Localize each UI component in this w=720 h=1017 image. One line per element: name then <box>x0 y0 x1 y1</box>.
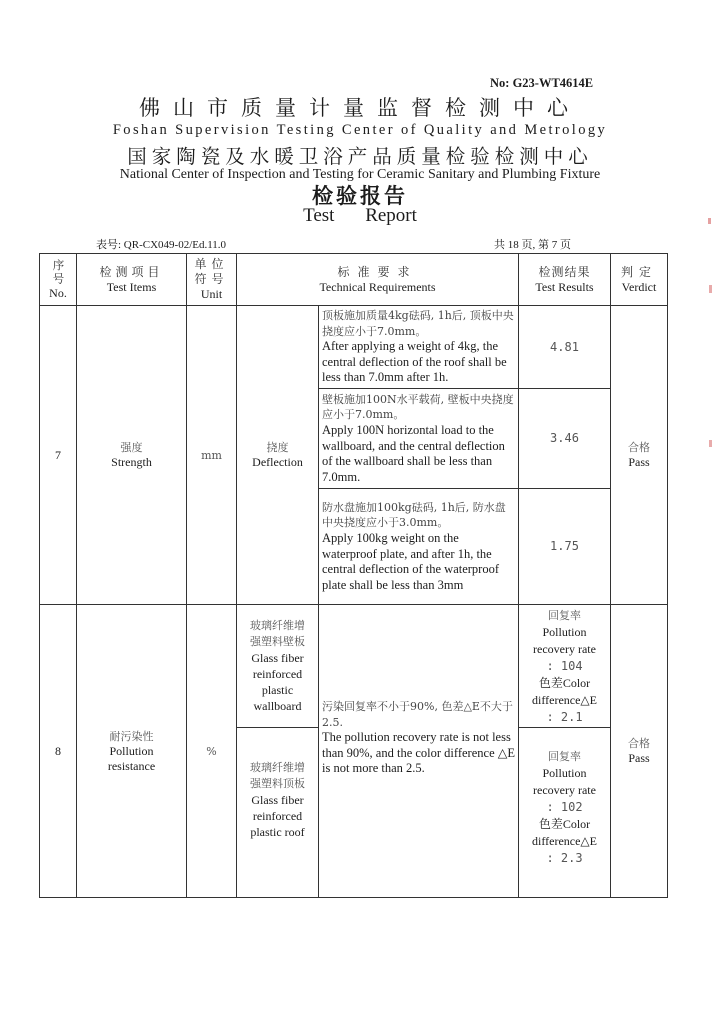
row7-item-en: Strength <box>111 455 152 469</box>
header-verdict-en: Verdict <box>621 279 657 294</box>
page-info: 共 18 页, 第 7 页 <box>494 239 571 251</box>
row8-item <box>77 605 186 897</box>
row7-unit-value: mm <box>201 448 222 462</box>
row8-subitem-roof-cn: 玻璃纤维增强塑料顶板 <box>250 761 305 790</box>
header-test-items-cn: 检测项目 <box>99 264 164 279</box>
header-no-cn: 序号 <box>51 258 66 286</box>
row8-result-2-color-diff: 色差Color difference△E <box>532 817 597 848</box>
row7-requirement-2 <box>322 389 515 488</box>
row8-verdict-cn: 合格 <box>628 737 650 750</box>
header-requirements-cn: 标准要求 <box>337 264 418 279</box>
header-no-en: No. <box>49 285 67 300</box>
row8-result-1-value: : 104 <box>546 658 583 673</box>
header-verdict-cn: 判定 <box>620 264 657 279</box>
header-no <box>40 254 76 305</box>
header-results-cn: 检测结果 <box>538 264 591 279</box>
row7-verdict <box>611 306 667 604</box>
header-test-items-en: Test Items <box>106 279 157 294</box>
org-name-cn: 佛山市质量计量监督检测中心 <box>139 96 581 120</box>
row8-result-1-en: Pollution recovery rate <box>533 624 596 656</box>
row7-result-2-value: 3.46 <box>550 431 579 445</box>
row8-unit-value: % <box>206 744 217 758</box>
row7-requirement-3 <box>322 489 515 604</box>
row7-requirement-2-cn: 壁板施加100N水平载荷, 壁板中央挠度应小于7.0mm。 <box>322 392 514 422</box>
row8-item-cn: 耐污染性 <box>109 729 154 743</box>
row7-subitem-en: Deflection <box>252 455 303 469</box>
row7-result-1 <box>519 306 610 388</box>
row7-requirement-3-cn: 防水盘施加100kg砝码, 1h后, 防水盘中央挠度应小于3.0mm。 <box>322 500 506 530</box>
form-number: 表号: QR-CX049-02/Ed.11.0 <box>96 239 227 251</box>
row8-requirement <box>322 605 515 897</box>
header-technical-requirements <box>237 254 518 305</box>
row8-subitem-wallboard <box>237 605 318 727</box>
row7-requirement-1 <box>322 306 515 388</box>
row7-unit <box>187 306 236 604</box>
row7-item <box>77 306 186 604</box>
row7-verdict-cn: 合格 <box>628 441 650 454</box>
row8-result-2-en: Pollution recovery rate <box>533 766 596 797</box>
margin-stamp-mark <box>709 285 712 293</box>
row7-result-3 <box>519 489 610 604</box>
margin-stamp-mark <box>709 440 712 447</box>
row8-verdict <box>611 605 667 897</box>
report-title-cn: 检验报告 <box>312 183 408 208</box>
header-unit <box>187 254 236 305</box>
row8-item-en: Pollution resistance <box>107 743 156 773</box>
report-title-en: Test Report <box>303 205 417 226</box>
header-results-en: Test Results <box>535 279 594 294</box>
row7-requirement-3-en: Apply 100kg weight on the waterproof plate, and after 1h, the central deflection of the waterproof plate shall be less than 3mm <box>322 530 499 592</box>
row8-result-roof <box>519 728 610 917</box>
header-verdict <box>611 254 667 305</box>
row7-subitem-cn: 挠度 <box>266 441 289 454</box>
row8-result-2-color-diff-value: : 2.3 <box>546 851 583 865</box>
row8-verdict-en: Pass <box>628 751 650 765</box>
row7-result-1-value: 4.81 <box>550 339 579 354</box>
national-center-name-en: National Center of Inspection and Testing for Ceramic Sanitary and Plumbing Fixture <box>119 167 601 182</box>
row8-unit <box>187 605 236 897</box>
row7-item-cn: 强度 <box>120 441 143 454</box>
row8-requirement-cn: 污染回复率不小于90%, 色差△E不大于2.5. <box>322 700 513 729</box>
row8-requirement-en: The pollution recovery rate is not less than 90%, and the color difference △E is not more than 2.5. <box>322 730 515 776</box>
row8-subitem-roof <box>237 728 318 929</box>
row8-no: 8 <box>55 743 61 758</box>
row8-result-wallboard <box>519 605 610 727</box>
row7-no: 7 <box>55 447 61 462</box>
row7-requirement-1-en: After applying a weight of 4kg, the central deflection of the roof shall be less than 7.0mm after 1h. <box>322 339 507 385</box>
national-center-name-cn: 国家陶瓷及水暖卫浴产品质量检验检测中心 <box>127 145 593 168</box>
row8-subitem-wallboard-cn: 玻璃纤维增强塑料壁板 <box>250 619 305 648</box>
header-unit-cn: 单位符号 <box>194 257 229 286</box>
margin-stamp-mark <box>708 218 711 224</box>
row7-result-2 <box>519 389 610 488</box>
org-name-en: Foshan Supervision Testing Center of Quality and Metrology <box>112 122 608 138</box>
row8-result-1-cn: 回复率 <box>548 608 581 622</box>
report-number: No: G23-WT4614E <box>490 76 594 90</box>
row8-result-2-value: : 102 <box>546 800 583 814</box>
header-unit-en: Unit <box>200 287 223 301</box>
row8-result-1-color-diff-value: : 2.1 <box>546 709 583 724</box>
row7-requirement-1-cn: 顶板施加质量4kg砝码, 1h后, 顶板中央挠度应小于7.0mm。 <box>322 309 514 338</box>
row7-requirement-2-en: Apply 100N horizontal load to the wallboard, and the central deflection of the wallboard shall be less than 7.0mm. <box>322 422 505 484</box>
row7-verdict-en: Pass <box>628 455 650 469</box>
header-requirements-en: Technical Requirements <box>319 279 436 294</box>
header-test-items <box>77 254 186 305</box>
row8-subitem-roof-en: Glass fiber reinforced plastic roof <box>250 793 305 839</box>
row8-result-1-color-diff: 色差Color difference△E <box>532 675 597 707</box>
row7-subitem <box>237 306 318 604</box>
row8-subitem-wallboard-en: Glass fiber reinforced plastic wallboard <box>251 651 304 713</box>
row8-result-2-cn: 回复率 <box>548 750 581 763</box>
row7-result-3-value: 1.75 <box>550 539 579 553</box>
header-test-results <box>519 254 610 305</box>
